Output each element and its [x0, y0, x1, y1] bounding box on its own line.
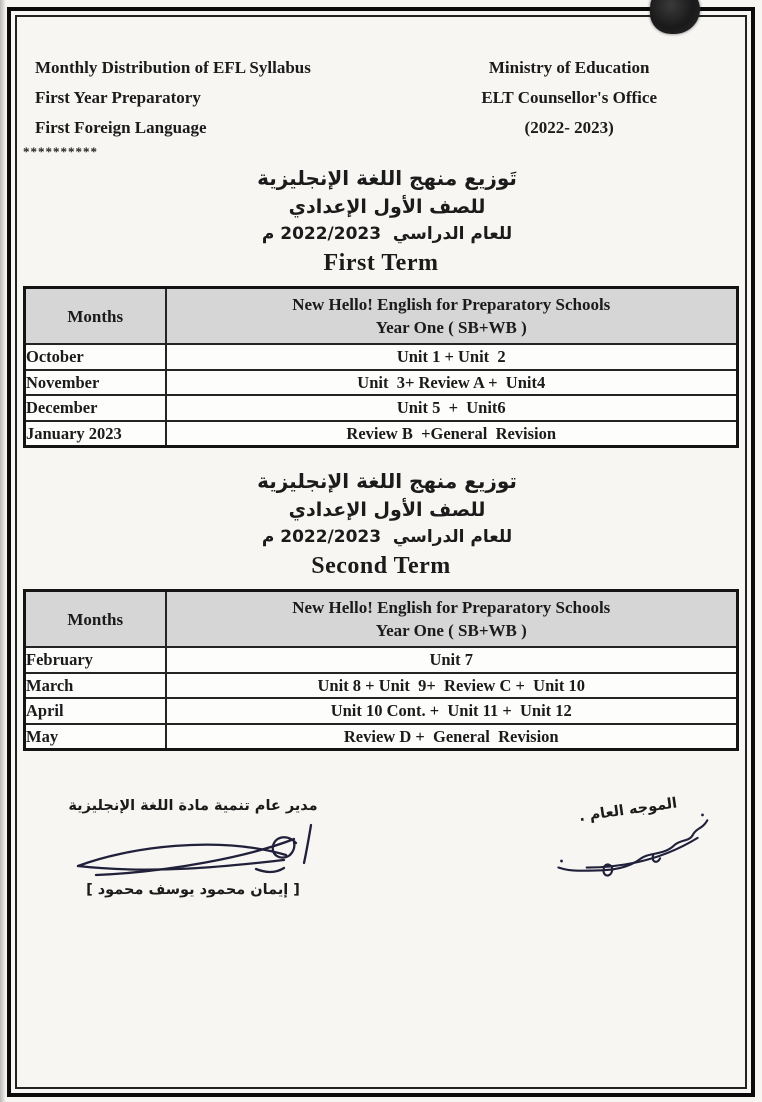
- month-cell: April: [25, 698, 166, 724]
- signatures-area: [17, 791, 745, 961]
- table-header-row: [25, 288, 738, 345]
- table-row: [25, 370, 738, 396]
- book-header-line-2: Year One ( SB+WB ): [375, 318, 527, 337]
- doc-title-line: Monthly Distribution of EFL Syllabus: [35, 58, 311, 77]
- arabic-title-line-1: توزيع منهج اللغة الإنجليزية: [257, 469, 517, 493]
- second-term-section: [17, 466, 745, 751]
- table-row: [25, 395, 738, 421]
- page-content: [17, 17, 745, 1085]
- scan-edge-smudge: [0, 0, 6, 1102]
- months-column-header: Months: [25, 288, 166, 345]
- header-left-block: [35, 53, 311, 143]
- month-cell: May: [25, 724, 166, 750]
- book-column-header: [166, 288, 738, 345]
- header-right-block: [481, 53, 657, 143]
- units-cell: Unit 8 + Unit 9+ Review C + Unit 10: [166, 673, 738, 699]
- table-row: [25, 647, 738, 673]
- month-cell: October: [25, 344, 166, 370]
- table-row: [25, 344, 738, 370]
- term-title: First Term: [323, 250, 439, 276]
- arabic-title-line-1: تَوزيع منهج اللغة الإنجليزية: [257, 166, 517, 190]
- language-line: First Foreign Language: [35, 118, 207, 137]
- units-cell: Unit 5 + Unit6: [166, 395, 738, 421]
- signature-left-name: [ إيمان محمود يوسف محمود ]: [86, 882, 300, 898]
- book-header-line-1: New Hello! English for Preparatory Schools: [292, 295, 611, 314]
- asterisk-separator: **********: [23, 144, 98, 159]
- arabic-title-line-2: للصف الأول الإعدادي: [288, 499, 486, 521]
- office-line: ELT Counsellor's Office: [481, 88, 657, 107]
- units-cell: Review B +General Revision: [166, 421, 738, 447]
- table-row: [25, 673, 738, 699]
- units-cell: Unit 1 + Unit 2: [166, 344, 738, 370]
- document-header: [17, 53, 745, 143]
- book-header-line-1: New Hello! English for Preparatory Schools: [292, 598, 611, 617]
- months-column-header: Months: [25, 591, 166, 648]
- month-cell: March: [25, 673, 166, 699]
- first-term-section: [17, 163, 745, 448]
- arabic-title-line-3: للعام الدراسي 2022/2023 م: [261, 527, 513, 547]
- table-row: [25, 724, 738, 750]
- signature-left-title: مدير عام تنمية مادة اللغة الإنجليزية: [68, 798, 318, 814]
- signature-left-block: [57, 795, 329, 901]
- grade-line: First Year Preparatory: [35, 88, 201, 107]
- signature-left-icon: [68, 817, 318, 877]
- book-column-header: [166, 591, 738, 648]
- units-cell: Unit 3+ Review A + Unit4: [166, 370, 738, 396]
- month-cell: February: [25, 647, 166, 673]
- units-cell: Unit 10 Cont. + Unit 11 + Unit 12: [166, 698, 738, 724]
- month-cell: January 2023: [25, 421, 166, 447]
- term-title: Second Term: [311, 553, 451, 579]
- second-term-table: [23, 589, 739, 751]
- month-cell: December: [25, 395, 166, 421]
- units-cell: Review D + General Revision: [166, 724, 738, 750]
- arabic-title-line-3: للعام الدراسي 2022/2023 م: [261, 224, 513, 244]
- first-term-table: [23, 286, 739, 448]
- ministry-line: Ministry of Education: [488, 58, 650, 77]
- signature-right-block: [538, 787, 725, 889]
- book-header-line-2: Year One ( SB+WB ): [375, 621, 527, 640]
- second-term-title-block: [17, 466, 745, 581]
- table-header-row: [25, 591, 738, 648]
- units-cell: Unit 7: [166, 647, 738, 673]
- month-cell: November: [25, 370, 166, 396]
- table-row: [25, 421, 738, 447]
- first-term-title-block: [17, 163, 745, 278]
- signature-right-title: الموجه العام .: [578, 795, 679, 826]
- years-line: (2022- 2023): [524, 118, 614, 137]
- arabic-title-line-2: للصف الأول الإعدادي: [288, 196, 486, 218]
- table-row: [25, 698, 738, 724]
